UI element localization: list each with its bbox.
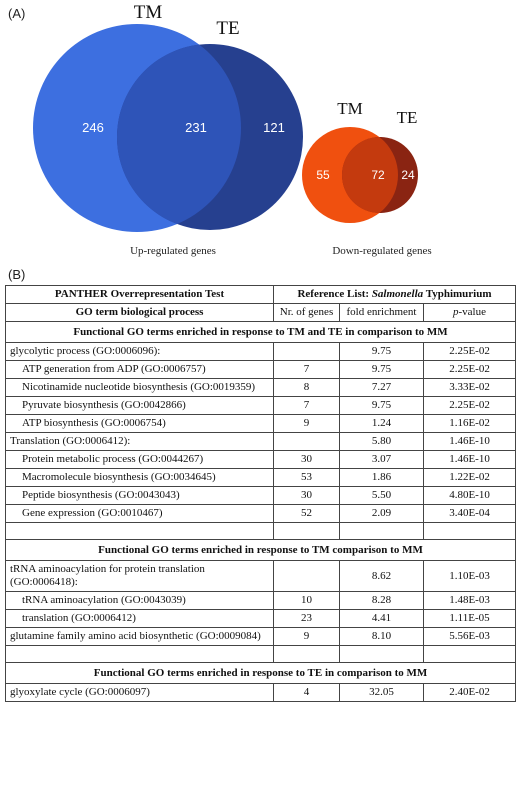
venn-up-overlap-count: 231: [185, 120, 207, 135]
section-header-row: [6, 663, 516, 684]
p-value-cell: 1.46E-10: [424, 451, 516, 469]
table-header-row-2: [6, 304, 516, 322]
col-header-genes: Nr. of genes: [274, 304, 340, 322]
spacer-cell: [340, 646, 424, 663]
reference-list-prefix: Reference List:: [297, 288, 372, 300]
p-value-cell: 2.40E-02: [424, 684, 516, 702]
gene-count-cell: 30: [274, 451, 340, 469]
p-value-cell: 1.22E-02: [424, 469, 516, 487]
venn-down-te-only-count: 24: [401, 168, 415, 182]
table-row: [6, 487, 516, 505]
spacer-cell: [424, 523, 516, 540]
section-title: Functional GO terms enriched in response to TM comparison to MM: [6, 540, 516, 561]
fold-enrichment-cell: 7.27: [340, 379, 424, 397]
table-row: [6, 415, 516, 433]
fold-enrichment-cell: 4.41: [340, 610, 424, 628]
p-value-cell: 1.10E-03: [424, 561, 516, 592]
reference-list-header: [274, 286, 516, 304]
p-value-cell: 1.48E-03: [424, 592, 516, 610]
fold-enrichment-cell: 8.10: [340, 628, 424, 646]
go-term-cell: Macromolecule biosynthesis (GO:0034645): [6, 469, 274, 487]
go-term-cell: Peptide biosynthesis (GO:0043043): [6, 487, 274, 505]
panel-label-b: (B): [8, 267, 26, 282]
table-row: [6, 361, 516, 379]
venn-up-caption: Up-regulated genes: [130, 245, 216, 257]
col-header-process: GO term biological process: [6, 304, 274, 322]
table-row: [6, 592, 516, 610]
gene-count-cell: 4: [274, 684, 340, 702]
fold-enrichment-cell: 5.50: [340, 487, 424, 505]
go-term-cell: glutamine family amino acid biosynthetic (GO:0009084): [6, 628, 274, 646]
table-row: [6, 469, 516, 487]
gene-count-cell: 9: [274, 628, 340, 646]
go-term-cell: glyoxylate cycle (GO:0006097): [6, 684, 274, 702]
gene-count-cell: 30: [274, 487, 340, 505]
col-header-p-italic: p: [453, 306, 459, 318]
go-term-cell: tRNA aminoacylation for protein translation (GO:0006418):: [6, 561, 274, 592]
venn-up: [33, 2, 303, 257]
spacer-row: [6, 646, 516, 663]
gene-count-cell: 52: [274, 505, 340, 523]
table-row: [6, 628, 516, 646]
go-term-cell: glycolytic process (GO:0006096):: [6, 343, 274, 361]
table-row: [6, 433, 516, 451]
panther-test-header: PANTHER Overrepresentation Test: [6, 286, 274, 304]
gene-count-cell: [274, 561, 340, 592]
section-title: Functional GO terms enriched in response to TM and TE in comparison to MM: [6, 322, 516, 343]
venn-up-tm-only-count: 246: [82, 120, 104, 135]
go-term-cell: tRNA aminoacylation (GO:0043039): [6, 592, 274, 610]
p-value-cell: 3.33E-02: [424, 379, 516, 397]
go-term-cell: translation (GO:0006412): [6, 610, 274, 628]
go-term-cell: Protein metabolic process (GO:0044267): [6, 451, 274, 469]
fold-enrichment-cell: 8.62: [340, 561, 424, 592]
fold-enrichment-cell: 9.75: [340, 343, 424, 361]
venn-down-tm-title: TM: [337, 99, 363, 118]
fold-enrichment-cell: 1.24: [340, 415, 424, 433]
venn-down-caption: Down-regulated genes: [332, 245, 432, 257]
spacer-cell: [274, 646, 340, 663]
gene-count-cell: [274, 343, 340, 361]
gene-count-cell: 23: [274, 610, 340, 628]
table-row: [6, 451, 516, 469]
venn-down-te-title: TE: [396, 108, 418, 127]
fold-enrichment-cell: 9.75: [340, 397, 424, 415]
table-row: [6, 505, 516, 523]
fold-enrichment-cell: 8.28: [340, 592, 424, 610]
fold-enrichment-cell: 2.09: [340, 505, 424, 523]
go-term-cell: Nicotinamide nucleotide biosynthesis (GO:0019359): [6, 379, 274, 397]
go-term-cell: Translation (GO:0006412):: [6, 433, 274, 451]
p-value-cell: 1.11E-05: [424, 610, 516, 628]
spacer-cell: [424, 646, 516, 663]
venn-down-overlap-count: 72: [371, 168, 385, 182]
table-row: [6, 561, 516, 592]
spacer-row: [6, 523, 516, 540]
venn-up-te-only-count: 121: [263, 120, 285, 135]
go-term-cell: Pyruvate biosynthesis (GO:0042866): [6, 397, 274, 415]
section-header-row: [6, 540, 516, 561]
spacer-cell: [6, 646, 274, 663]
p-value-cell: 1.16E-02: [424, 415, 516, 433]
gene-count-cell: 9: [274, 415, 340, 433]
p-value-cell: 1.46E-10: [424, 433, 516, 451]
col-header-fold: fold enrichment: [340, 304, 424, 322]
col-header-p-rest: -value: [458, 306, 486, 318]
p-value-cell: 2.25E-02: [424, 397, 516, 415]
gene-count-cell: 7: [274, 361, 340, 379]
table-row: [6, 397, 516, 415]
venn-down-tm-only-count: 55: [316, 168, 330, 182]
venn-up-tm-title: TM: [133, 2, 163, 23]
spacer-cell: [340, 523, 424, 540]
table-row: [6, 379, 516, 397]
table-row: [6, 610, 516, 628]
table-row: [6, 343, 516, 361]
fold-enrichment-cell: 3.07: [340, 451, 424, 469]
gene-count-cell: 53: [274, 469, 340, 487]
gene-count-cell: 8: [274, 379, 340, 397]
table-header-row-1: [6, 286, 516, 304]
go-term-cell: Gene expression (GO:0010467): [6, 505, 274, 523]
panel-label-a: (A): [8, 6, 26, 21]
gene-count-cell: 7: [274, 397, 340, 415]
go-enrichment-table: [5, 285, 516, 702]
p-value-cell: 4.80E-10: [424, 487, 516, 505]
spacer-cell: [6, 523, 274, 540]
go-term-cell: ATP biosynthesis (GO:0006754): [6, 415, 274, 433]
p-value-cell: 2.25E-02: [424, 361, 516, 379]
spacer-cell: [274, 523, 340, 540]
venn-down: [302, 99, 432, 257]
venn-up-te-title: TE: [216, 18, 240, 39]
gene-count-cell: 10: [274, 592, 340, 610]
p-value-cell: 5.56E-03: [424, 628, 516, 646]
reference-list-suffix: Typhimurium: [423, 288, 492, 300]
reference-list-genus: Salmonella: [371, 288, 424, 300]
col-header-p: [424, 304, 516, 322]
go-term-cell: ATP generation from ADP (GO:0006757): [6, 361, 274, 379]
fold-enrichment-cell: 32.05: [340, 684, 424, 702]
section-title: Functional GO terms enriched in response to TE in comparison to MM: [6, 663, 516, 684]
gene-count-cell: [274, 433, 340, 451]
fold-enrichment-cell: 9.75: [340, 361, 424, 379]
p-value-cell: 2.25E-02: [424, 343, 516, 361]
fold-enrichment-cell: 1.86: [340, 469, 424, 487]
venn-diagrams: [0, 0, 520, 270]
p-value-cell: 3.40E-04: [424, 505, 516, 523]
section-header-row: [6, 322, 516, 343]
fold-enrichment-cell: 5.80: [340, 433, 424, 451]
table-row: [6, 684, 516, 702]
